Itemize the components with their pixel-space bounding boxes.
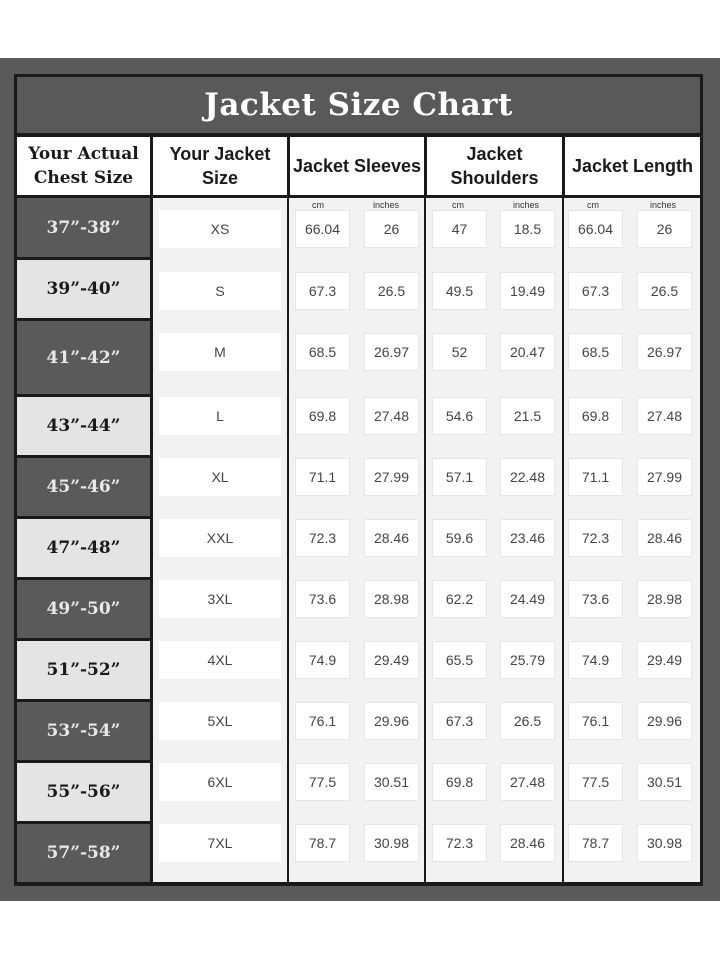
header-shoulders: Jacket Shoulders xyxy=(427,137,562,195)
unit-label-inches: inches xyxy=(372,200,399,210)
measurement-cell-shoulders-in: 24.49 xyxy=(500,580,555,618)
column-divider xyxy=(424,198,426,882)
jacket-size-cell: 6XL xyxy=(159,763,281,801)
header-sleeves: Jacket Sleeves xyxy=(290,137,424,195)
measurement-cell-shoulders-cm: 62.2 xyxy=(432,580,487,618)
measurement-cell-length-cm: 73.6 xyxy=(568,580,623,618)
measurement-cell-sleeves-in: 26.97 xyxy=(364,333,419,371)
column-divider xyxy=(287,198,289,882)
measurement-cell-sleeves-cm: 72.3 xyxy=(295,519,350,557)
measurement-cell-sleeves-cm: 67.3 xyxy=(295,272,350,310)
measurement-cell-length-cm: 72.3 xyxy=(568,519,623,557)
measurement-cell-sleeves-cm: 74.9 xyxy=(295,641,350,679)
header-length: Jacket Length xyxy=(565,137,700,195)
chest-size-cell: 49”-50” xyxy=(17,580,150,638)
title-bar xyxy=(17,77,700,133)
measurement-cell-shoulders-cm: 69.8 xyxy=(432,763,487,801)
measurement-cell-sleeves-in: 30.98 xyxy=(364,824,419,862)
measurement-cell-shoulders-cm: 49.5 xyxy=(432,272,487,310)
jacket-size-cell: 4XL xyxy=(159,641,281,679)
chest-size-cell: 47”-48” xyxy=(17,519,150,577)
measurement-cell-sleeves-in: 29.96 xyxy=(364,702,419,740)
measurement-cell-length-in: 30.98 xyxy=(637,824,692,862)
measurement-cell-shoulders-in: 18.5 xyxy=(500,210,555,248)
jacket-size-cell: 5XL xyxy=(159,702,281,740)
measurement-cell-length-cm: 67.3 xyxy=(568,272,623,310)
chest-size-cell: 51”-52” xyxy=(17,641,150,699)
measurement-cell-shoulders-in: 22.48 xyxy=(500,458,555,496)
measurement-cell-sleeves-in: 26 xyxy=(364,210,419,248)
measurement-cell-shoulders-in: 23.46 xyxy=(500,519,555,557)
jacket-size-cell: XS xyxy=(159,210,281,248)
chart-title: Jacket Size Chart xyxy=(204,87,513,123)
header-jacket-size: Your Jacket Size xyxy=(153,137,287,195)
header-chest-size: Your Actual Chest Size xyxy=(17,137,150,195)
measurement-cell-shoulders-in: 26.5 xyxy=(500,702,555,740)
measurement-cell-shoulders-cm: 47 xyxy=(432,210,487,248)
jacket-size-cell: XL xyxy=(159,458,281,496)
measurement-cell-length-in: 28.46 xyxy=(637,519,692,557)
measurement-cell-sleeves-in: 30.51 xyxy=(364,763,419,801)
measurement-cell-length-in: 29.96 xyxy=(637,702,692,740)
measurement-cell-length-cm: 77.5 xyxy=(568,763,623,801)
measurement-cell-sleeves-in: 28.46 xyxy=(364,519,419,557)
jacket-size-cell: XXL xyxy=(159,519,281,557)
jacket-size-cell: S xyxy=(159,272,281,310)
measurement-cell-shoulders-in: 19.49 xyxy=(500,272,555,310)
measurement-cell-length-in: 29.49 xyxy=(637,641,692,679)
measurement-cell-sleeves-in: 29.49 xyxy=(364,641,419,679)
measurement-cell-length-in: 28.98 xyxy=(637,580,692,618)
measurement-cell-length-cm: 78.7 xyxy=(568,824,623,862)
measurement-cell-length-cm: 71.1 xyxy=(568,458,623,496)
measurement-cell-sleeves-cm: 73.6 xyxy=(295,580,350,618)
measurement-cell-length-in: 30.51 xyxy=(637,763,692,801)
measurement-cell-sleeves-in: 26.5 xyxy=(364,272,419,310)
unit-label-cm: cm xyxy=(312,200,324,210)
chest-size-cell: 43”-44” xyxy=(17,397,150,455)
jacket-size-cell: 7XL xyxy=(159,824,281,862)
column-divider xyxy=(562,198,564,882)
measurement-cell-shoulders-in: 27.48 xyxy=(500,763,555,801)
measurement-cell-sleeves-in: 28.98 xyxy=(364,580,419,618)
measurement-cell-sleeves-cm: 69.8 xyxy=(295,397,350,435)
chest-size-cell: 39”-40” xyxy=(17,260,150,318)
measurement-cell-shoulders-in: 28.46 xyxy=(500,824,555,862)
measurement-cell-shoulders-in: 20.47 xyxy=(500,333,555,371)
measurement-cell-length-in: 27.48 xyxy=(637,397,692,435)
measurement-cell-sleeves-cm: 68.5 xyxy=(295,333,350,371)
measurement-cell-sleeves-cm: 78.7 xyxy=(295,824,350,862)
measurement-cell-length-cm: 66.04 xyxy=(568,210,623,248)
measurement-cell-shoulders-in: 25.79 xyxy=(500,641,555,679)
measurement-cell-shoulders-cm: 57.1 xyxy=(432,458,487,496)
jacket-size-cell: L xyxy=(159,397,281,435)
measurement-cell-sleeves-in: 27.48 xyxy=(364,397,419,435)
measurement-cell-length-in: 26.5 xyxy=(637,272,692,310)
chest-size-cell: 45”-46” xyxy=(17,458,150,516)
unit-label-inches: inches xyxy=(649,200,676,210)
measurement-cell-length-in: 26.97 xyxy=(637,333,692,371)
measurement-cell-length-cm: 68.5 xyxy=(568,333,623,371)
measurement-cell-shoulders-cm: 65.5 xyxy=(432,641,487,679)
measurement-cell-shoulders-in: 21.5 xyxy=(500,397,555,435)
measurement-cell-sleeves-in: 27.99 xyxy=(364,458,419,496)
measurement-cell-shoulders-cm: 67.3 xyxy=(432,702,487,740)
chest-size-cell: 57”-58” xyxy=(17,824,150,882)
jacket-size-cell: M xyxy=(159,333,281,371)
measurement-cell-shoulders-cm: 52 xyxy=(432,333,487,371)
measurement-cell-shoulders-cm: 72.3 xyxy=(432,824,487,862)
unit-label-cm: cm xyxy=(587,200,599,210)
measurement-cell-sleeves-cm: 66.04 xyxy=(295,210,350,248)
measurement-cell-length-cm: 74.9 xyxy=(568,641,623,679)
unit-label-inches: inches xyxy=(512,200,539,210)
measurement-cell-shoulders-cm: 54.6 xyxy=(432,397,487,435)
measurement-cell-length-cm: 76.1 xyxy=(568,702,623,740)
unit-label-cm: cm xyxy=(452,200,464,210)
measurement-cell-sleeves-cm: 76.1 xyxy=(295,702,350,740)
measurement-cell-sleeves-cm: 71.1 xyxy=(295,458,350,496)
measurement-cell-shoulders-cm: 59.6 xyxy=(432,519,487,557)
chest-size-cell: 41”-42” xyxy=(17,321,150,394)
measurement-cell-length-cm: 69.8 xyxy=(568,397,623,435)
chest-size-cell: 37”-38” xyxy=(17,198,150,257)
jacket-size-cell: 3XL xyxy=(159,580,281,618)
measurement-cell-sleeves-cm: 77.5 xyxy=(295,763,350,801)
chest-size-cell: 55”-56” xyxy=(17,763,150,821)
measurement-cell-length-in: 26 xyxy=(637,210,692,248)
chest-size-cell: 53”-54” xyxy=(17,702,150,760)
measurement-cell-length-in: 27.99 xyxy=(637,458,692,496)
